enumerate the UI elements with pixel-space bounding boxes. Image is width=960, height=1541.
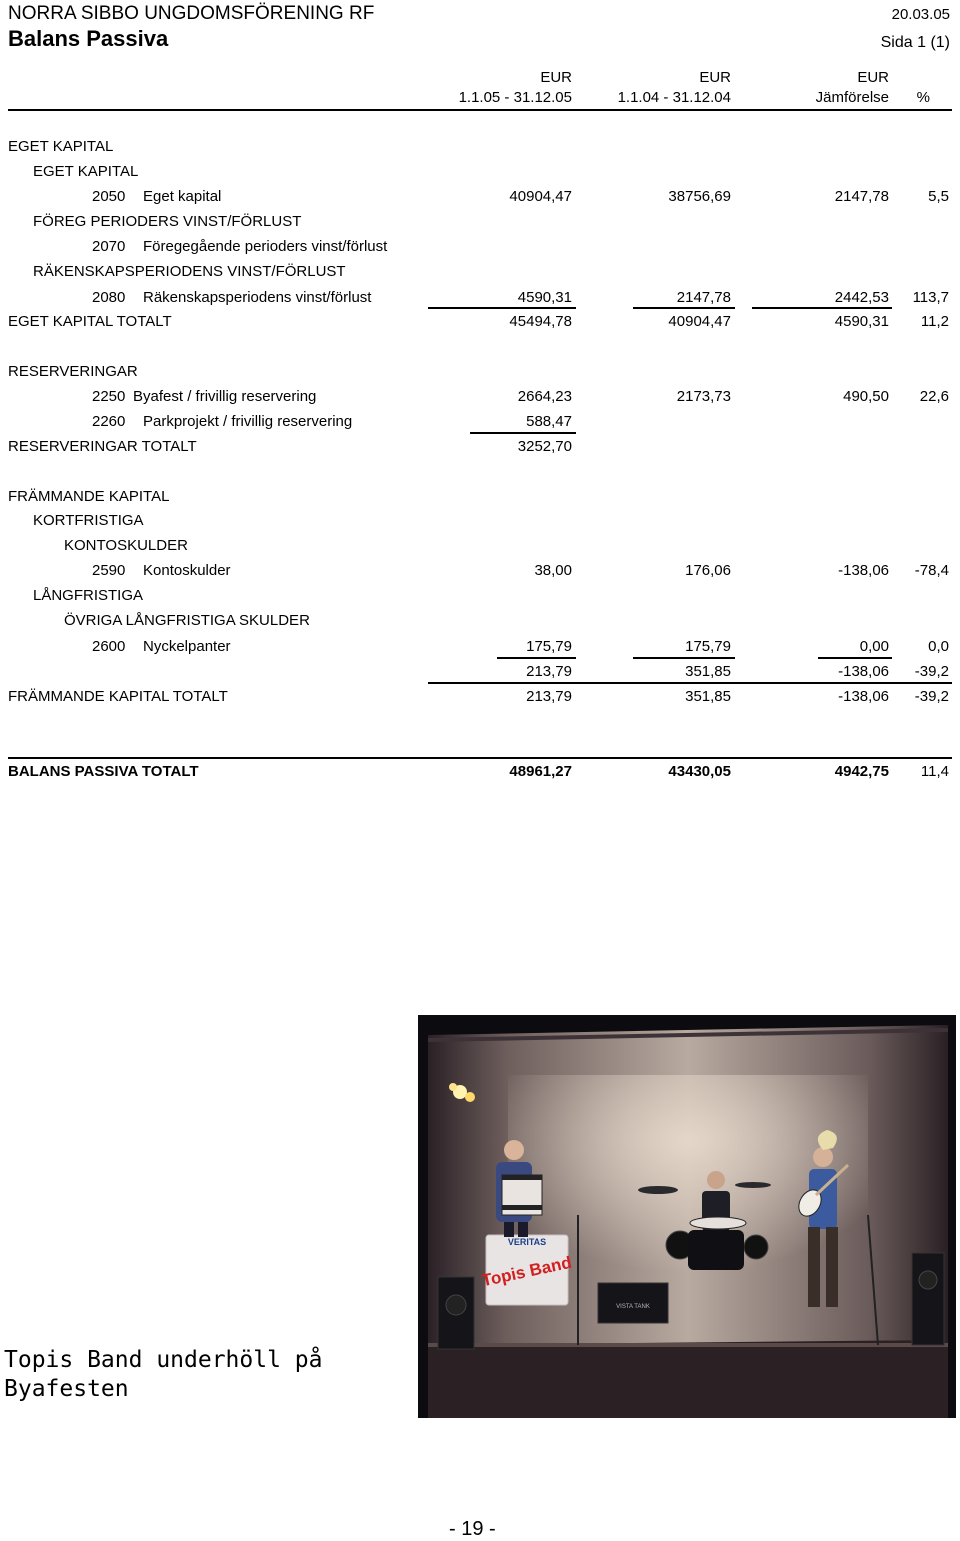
section-total-label: RESERVERINGAR TOTALT: [8, 438, 197, 455]
organization-name: NORRA SIBBO UNGDOMSFÖRENING RF: [8, 3, 375, 24]
table-row: [0, 138, 960, 163]
value-current: 213,79: [526, 663, 572, 680]
table-row: [0, 163, 960, 188]
value-comparison: -138,06: [838, 663, 889, 680]
col2-currency: EUR: [699, 69, 731, 86]
photo-caption: Topis Band underhöll på Byafesten: [4, 1347, 323, 1402]
table-row: [0, 289, 960, 314]
header-divider: [8, 109, 952, 111]
table-row: [0, 688, 960, 713]
table-row: [0, 612, 960, 637]
value-previous: 176,06: [685, 562, 731, 579]
value-previous: 43430,05: [668, 763, 731, 780]
report-title: Balans Passiva: [8, 26, 169, 51]
value-percent: 11,2: [920, 313, 949, 330]
col4-percent: %: [916, 89, 930, 106]
subtotal-underline: [752, 307, 892, 309]
value-previous: 351,85: [685, 663, 731, 680]
table-row: [0, 413, 960, 438]
account-description: Kontoskulder: [143, 562, 231, 579]
value-current: 48961,27: [509, 763, 572, 780]
grand-total-label: BALANS PASSIVA TOTALT: [8, 763, 199, 780]
table-row: [0, 562, 960, 587]
section-heading: FRÄMMANDE KAPITAL: [8, 488, 170, 505]
value-current: 45494,78: [509, 313, 572, 330]
value-percent: -78,4: [914, 562, 949, 579]
value-current: 38,00: [534, 562, 572, 579]
group-heading: KORTFRISTIGA: [33, 512, 144, 529]
col3-currency: EUR: [857, 69, 889, 86]
value-percent: -39,2: [914, 688, 949, 705]
report-date: 20.03.05: [891, 6, 950, 23]
value-previous: 40904,47: [668, 313, 731, 330]
page-info: Sida 1 (1): [880, 34, 950, 51]
table-row: [0, 213, 960, 238]
subtotal-underline: [818, 657, 892, 659]
account-code: 2050: [92, 188, 126, 205]
account-description: Byafest / frivillig reservering: [133, 388, 317, 405]
value-percent: 0,0: [928, 638, 949, 655]
group-heading: FÖREG PERIODERS VINST/FÖRLUST: [33, 213, 302, 230]
table-row: [0, 188, 960, 213]
amp-label: VISTA TANK: [616, 1304, 650, 1310]
table-row: [0, 238, 960, 263]
table-row: [0, 663, 960, 688]
value-current: 3252,70: [517, 438, 572, 455]
value-comparison: 0,00: [859, 638, 889, 655]
table-row: [0, 313, 960, 338]
grand-total-row: [0, 763, 960, 788]
table-row: [0, 587, 960, 612]
value-comparison: 2442,53: [834, 289, 889, 306]
value-percent: 22,6: [919, 388, 949, 405]
account-description: Parkprojekt / frivillig reservering: [143, 413, 353, 430]
section-heading: EGET KAPITAL: [8, 138, 114, 155]
group-heading: EGET KAPITAL: [33, 163, 139, 180]
value-percent: 11,4: [920, 763, 949, 780]
account-code: 2070: [92, 238, 126, 255]
subtotal-underline: [633, 307, 735, 309]
subtotal-underline: [497, 657, 576, 659]
col1-period: 1.1.05 - 31.12.05: [458, 89, 572, 106]
col2-period: 1.1.04 - 31.12.04: [617, 89, 731, 106]
page-number: - 19 -: [449, 1518, 496, 1540]
table-row: [0, 488, 960, 513]
account-description: Föregegående perioders vinst/förlust: [143, 238, 388, 255]
account-description: Nyckelpanter: [143, 638, 231, 655]
group-heading: LÅNGFRISTIGA: [33, 587, 144, 604]
subtotal-underline: [428, 682, 952, 684]
value-previous: 38756,69: [668, 188, 731, 205]
subtotal-underline: [633, 657, 735, 659]
value-current: 40904,47: [509, 188, 572, 205]
value-current: 175,79: [526, 638, 572, 655]
value-previous: 175,79: [685, 638, 731, 655]
value-previous: 351,85: [685, 688, 731, 705]
col3-comparison: Jämförelse: [815, 89, 889, 106]
value-comparison: -138,06: [838, 688, 889, 705]
banner-text: VERITAS: [507, 1237, 547, 1247]
account-code: 2590: [92, 562, 126, 579]
value-comparison: 4942,75: [834, 763, 889, 780]
subtotal-underline: [428, 307, 576, 309]
subtotal-underline: [470, 432, 576, 434]
value-current: 2664,23: [517, 388, 572, 405]
value-comparison: 490,50: [843, 388, 889, 405]
value-percent: 113,7: [912, 289, 949, 306]
value-comparison: 4590,31: [834, 313, 889, 330]
table-row: [0, 638, 960, 663]
value-current: 588,47: [526, 413, 572, 430]
account-code: 2080: [92, 289, 126, 306]
band-photo: [418, 1015, 956, 1418]
value-comparison: -138,06: [838, 562, 889, 579]
band-photo-illustration: [418, 1015, 956, 1418]
account-description: Eget kapital: [143, 188, 222, 205]
subgroup-heading: ÖVRIGA LÅNGFRISTIGA SKULDER: [64, 612, 310, 629]
value-percent: -39,2: [914, 663, 949, 680]
account-code: 2600: [92, 638, 126, 655]
account-code: 2260: [92, 413, 126, 430]
table-row: [0, 363, 960, 388]
grand-total-divider: [8, 757, 952, 759]
table-row: [0, 537, 960, 562]
value-current: 213,79: [526, 688, 572, 705]
table-row: [0, 263, 960, 288]
section-heading: RESERVERINGAR: [8, 363, 138, 380]
account-description: Räkenskapsperiodens vinst/förlust: [143, 289, 372, 306]
value-current: 4590,31: [517, 289, 572, 306]
subgroup-heading: KONTOSKULDER: [64, 537, 188, 554]
value-percent: 5,5: [928, 188, 949, 205]
table-row: [0, 438, 960, 463]
col1-currency: EUR: [540, 69, 572, 86]
table-row: [0, 388, 960, 413]
value-comparison: 2147,78: [834, 188, 889, 205]
section-total-label: EGET KAPITAL TOTALT: [8, 313, 172, 330]
section-total-label: FRÄMMANDE KAPITAL TOTALT: [8, 688, 228, 705]
account-code: 2250: [92, 388, 126, 405]
table-row: [0, 512, 960, 537]
value-previous: 2173,73: [676, 388, 731, 405]
value-previous: 2147,78: [676, 289, 731, 306]
group-heading: RÄKENSKAPSPERIODENS VINST/FÖRLUST: [33, 263, 346, 280]
sign-text: Topis Band: [480, 1252, 574, 1291]
